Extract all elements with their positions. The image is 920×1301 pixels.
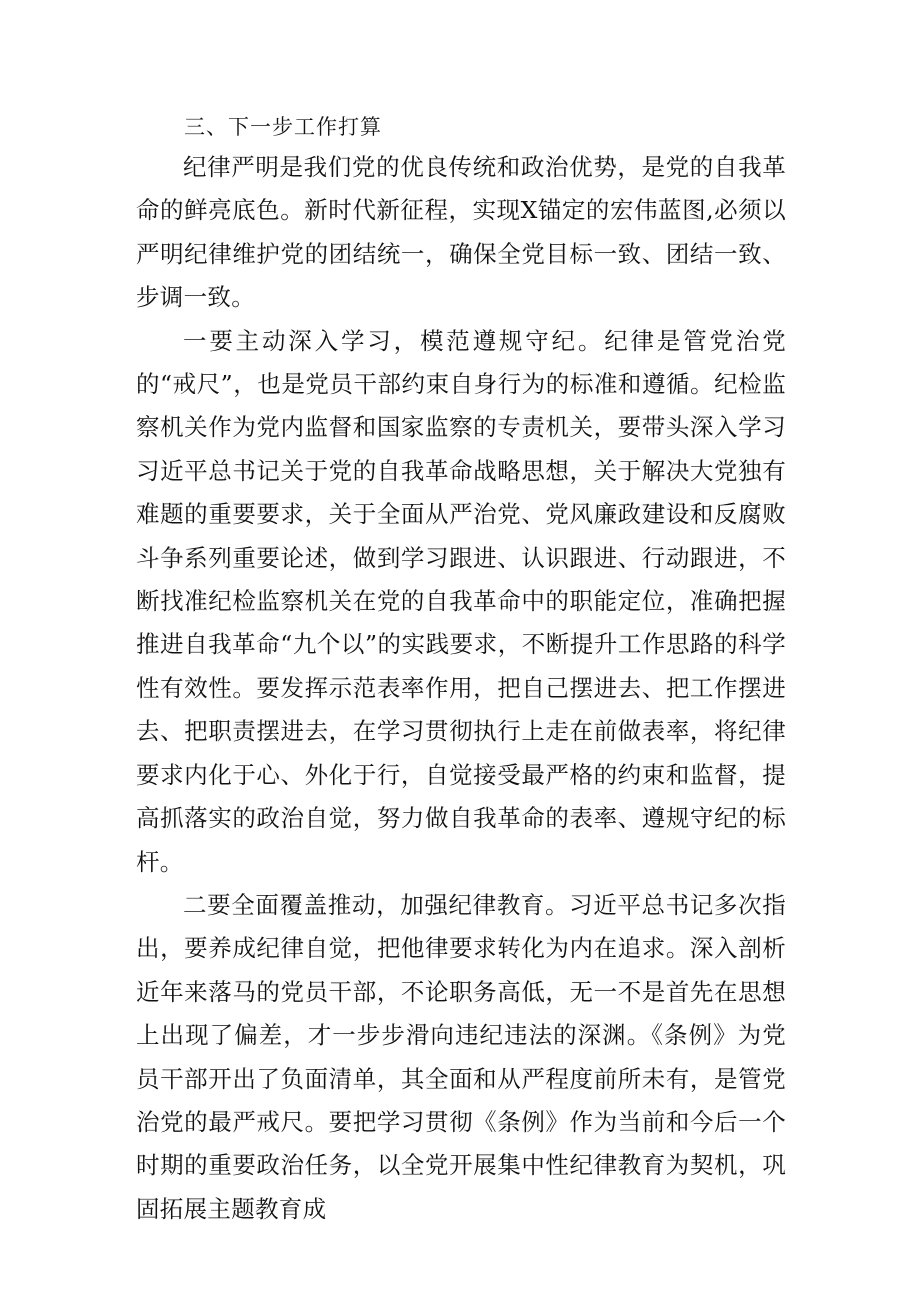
paragraph-point-one: 一要主动深入学习，模范遵规守纪。纪律是管党治党的“戒尺”，也是党员干部约束自身行为的标准和遵循。纪检监察机关作为党内监督和国家监察的专责机关，要带头深入学习习近平总书记关于党的自我革命战略思想，关于解决大党独有难题的重要要求，关于全面从严治党、党风廉政建设和反腐败斗争系列重要论述，做到学习跟进、认识跟进、行动跟进，不断找准纪检监察机关在党的自我革命中的职能定位，准确把握推进自我革命“九个以”的实践要求，不断提升工作思路的科学性有效性。要发挥示范表率作用，把自己摆进去、把工作摆进去、把职责摆进去，在学习贯彻执行上走在前做表率，将纪律要求内化于心、外化于行，自觉接受最严格的约束和监督，提高抓落实的政治自觉，努力做自我革命的表率、遵规守纪的标杆。 (136, 326, 786, 876)
document-body (136, 108, 786, 1231)
section-heading: 三、下一步工作打算 (184, 115, 382, 139)
paragraph-point-two: 二要全面覆盖推动，加强纪律教育。习近平总书记多次指出，要养成纪律自觉，把他律要求转化为内在追求。深入剖析近年来落马的党员干部，不论职务高低，无一不是首先在思想上出现了偏差，才一步步滑向违纪违法的深渊。《条例》为党员干部开出了负面清单，其全面和从严程度前所未有，是管党治党的最严戒尺。要把学习贯彻《条例》作为当前和今后一个时期的重要政治任务，以全党开展集中性纪律教育为契机，巩固拓展主题教育成 (136, 890, 786, 1223)
paragraph-intro: 纪律严明是我们党的优良传统和政治优势，是党的自我革命的鲜亮底色。新时代新征程，实现X锚定的宏伟蓝图,必须以严明纪律维护党的团结统一，确保全党目标一致、团结一致、步调一致。 (136, 153, 786, 312)
